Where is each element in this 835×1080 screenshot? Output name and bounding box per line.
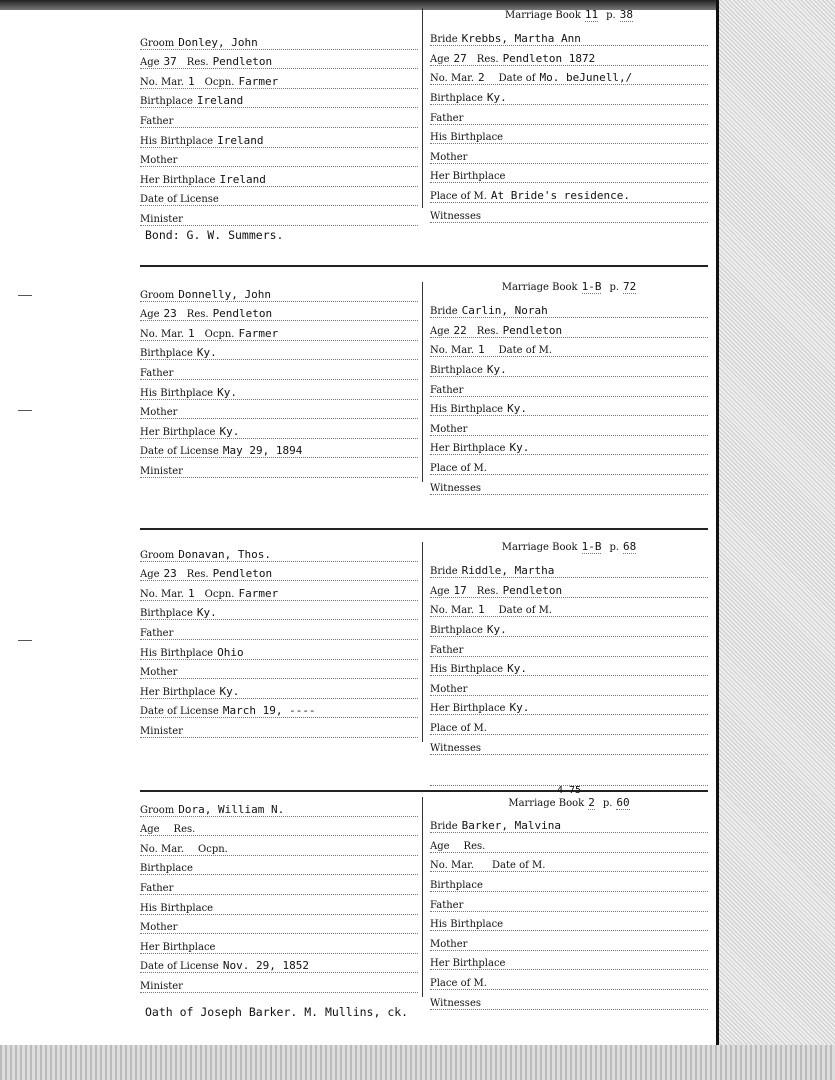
field-value: Ky.: [486, 622, 507, 636]
bride-field-father: [430, 377, 708, 397]
field-value: 37: [163, 55, 177, 69]
field-label: Birthplace: [430, 364, 483, 376]
field-value: Dora, William N.: [178, 802, 285, 816]
bride-field-place-of-m: [430, 715, 708, 735]
field-label: No. Mar.: [430, 345, 475, 357]
field-label: No. Mar.: [430, 73, 475, 85]
bride-card: [430, 280, 708, 495]
field-label: Her Birthplace: [140, 174, 216, 186]
field-label: His Birthplace: [140, 647, 214, 659]
field-label: Minister: [140, 213, 183, 225]
field-label: Marriage Book: [501, 282, 578, 293]
groom-field-mother: [140, 148, 418, 168]
margin-mark: [18, 295, 32, 296]
marriage-book-ref: [430, 795, 708, 814]
groom-field-age: [140, 562, 418, 582]
field-label: Groom: [140, 37, 175, 49]
marriage-book-number: 2: [588, 796, 595, 809]
field-label: Minister: [140, 980, 183, 992]
field-label: Mother: [430, 938, 468, 950]
field-label: Her Birthplace: [430, 703, 506, 715]
field-value: 1: [478, 343, 485, 357]
bride-field-mother: [430, 416, 708, 436]
field-value: May 29, 1894: [222, 444, 303, 458]
field-label: No. Mar.: [430, 605, 475, 617]
bride-field-his-birthplace: [430, 912, 708, 932]
bride-field-no-mar: [430, 66, 708, 86]
record-note: Oath of Joseph Barker. M. Mullins, ck.: [145, 1005, 409, 1019]
field-label: p.: [602, 798, 613, 809]
field-label: Age: [140, 824, 160, 836]
field-value: Ky.: [219, 684, 240, 698]
groom-field-his-birthplace: [140, 640, 418, 660]
field-value: Ireland: [217, 133, 264, 147]
field-value: Pendleton: [502, 583, 563, 597]
field-value: Riddle, Martha: [461, 564, 555, 578]
groom-field-birthplace: [140, 601, 418, 621]
field-label: No. Mar.: [430, 860, 475, 872]
field-label: No. Mar.: [140, 76, 185, 88]
field-value: Ireland: [196, 94, 244, 108]
field-value: Donavan, Thos.: [178, 547, 272, 561]
field-label: Res.: [476, 53, 499, 65]
groom-field-father: [140, 875, 418, 895]
marriage-book-ref: [430, 540, 708, 559]
bride-card: [430, 540, 708, 755]
field-value: Mo. beJunell,/: [539, 71, 633, 85]
bride-field-mother: [430, 931, 708, 951]
field-label: Res.: [463, 840, 486, 852]
groom-field-mother: [140, 660, 418, 680]
field-label: Age: [430, 325, 450, 337]
field-label: Ocpn.: [204, 588, 235, 600]
field-value: Ky.: [509, 701, 530, 715]
field-label: Father: [430, 644, 464, 656]
field-label: Her Birthplace: [430, 171, 506, 183]
groom-card: [140, 797, 418, 993]
bride-field-name: [430, 814, 708, 834]
field-label: Her Birthplace: [140, 426, 216, 438]
field-value: 1: [188, 74, 195, 88]
field-value: Farmer: [238, 326, 279, 340]
field-label: Father: [430, 384, 464, 396]
field-label: Date of License: [140, 706, 219, 718]
field-label: Mother: [140, 407, 178, 419]
field-label: Res.: [186, 309, 209, 321]
field-value: Donnelly, John: [178, 287, 272, 301]
groom-field-date-of-license: [140, 954, 418, 974]
field-label: Mother: [430, 683, 468, 695]
field-value: Krebbs, Martha Ann: [461, 32, 581, 46]
field-value: Barker, Malvina: [461, 819, 561, 833]
groom-field-name: [140, 797, 418, 817]
page-right-border: [716, 0, 719, 1080]
field-label: Marriage Book: [505, 10, 581, 21]
record-divider: [140, 528, 708, 530]
groom-field-minister: [140, 718, 418, 738]
groom-field-no-mar: [140, 836, 418, 856]
field-label: His Birthplace: [430, 664, 504, 676]
bride-field-witnesses: [430, 203, 708, 223]
field-value: Pendleton 1872: [502, 51, 596, 65]
groom-field-birthplace: [140, 89, 418, 109]
field-label: Minister: [140, 725, 183, 737]
field-label: Res.: [186, 569, 209, 581]
field-value: Ky.: [507, 662, 527, 676]
column-divider: [422, 282, 423, 482]
groom-field-no-mar: [140, 581, 418, 601]
field-value: Pendleton: [212, 307, 273, 321]
bride-field-birthplace: [430, 872, 708, 892]
groom-field-name: [140, 30, 418, 50]
field-label: Place of M.: [430, 190, 487, 202]
field-label: Groom: [140, 804, 175, 816]
field-value: 23: [163, 307, 177, 321]
field-value: 17: [453, 583, 467, 597]
field-label: Age: [430, 53, 450, 65]
groom-field-minister: [140, 458, 418, 478]
field-label: Bride: [430, 34, 458, 46]
field-label: Minister: [140, 465, 183, 477]
bride-field-father: [430, 892, 708, 912]
marriage-book-number: 1-B: [581, 280, 602, 293]
record-note: Bond: G. W. Summers.: [145, 228, 284, 242]
groom-field-her-birthplace: [140, 934, 418, 954]
field-label: Place of M.: [430, 722, 487, 734]
field-label: Witnesses: [430, 997, 481, 1009]
bride-field-age: [430, 833, 708, 853]
field-label: Father: [140, 882, 174, 894]
bride-field-his-birthplace: [430, 397, 708, 417]
field-label: Age: [430, 840, 450, 852]
field-label: No. Mar.: [140, 588, 185, 600]
groom-field-his-birthplace: [140, 380, 418, 400]
field-value: Donley, John: [178, 35, 258, 49]
groom-field-father: [140, 360, 418, 380]
field-value: Pendleton: [212, 55, 273, 69]
field-label: Bride: [430, 566, 458, 578]
field-value: 27: [453, 51, 467, 65]
groom-field-his-birthplace: [140, 128, 418, 148]
field-value: Ky.: [507, 402, 527, 416]
marriage-book-number: 1-B: [581, 540, 602, 553]
groom-field-her-birthplace: [140, 679, 418, 699]
field-label: Her Birthplace: [430, 443, 506, 455]
field-label: Age: [430, 585, 450, 597]
marriage-book-page: 68: [623, 540, 637, 553]
field-label: Mother: [140, 155, 178, 167]
bride-field-her-birthplace: [430, 436, 708, 456]
field-label: Birthplace: [430, 879, 483, 891]
field-label: Date of M.: [498, 605, 553, 617]
field-label: Birthplace: [140, 96, 193, 108]
field-label: Place of M.: [430, 462, 487, 474]
groom-field-name: [140, 542, 418, 562]
field-label: Date of: [498, 73, 536, 85]
column-divider: [422, 542, 423, 742]
field-label: p.: [609, 542, 620, 553]
field-value: Ky.: [196, 606, 217, 620]
field-label: Res.: [476, 325, 499, 337]
bride-field-father: [430, 105, 708, 125]
book-annotation: [430, 785, 708, 786]
groom-card: [140, 282, 418, 478]
bride-field-name: [430, 299, 708, 319]
scan-top-edge: [0, 0, 835, 10]
scan-right-edge: [718, 0, 835, 1080]
field-value: Ky.: [219, 424, 240, 438]
field-label: His Birthplace: [430, 919, 504, 931]
field-label: Ocpn.: [204, 76, 235, 88]
field-label: Ocpn.: [198, 843, 228, 855]
field-label: p.: [606, 10, 616, 21]
field-label: Mother: [140, 922, 178, 934]
margin-mark: [18, 640, 32, 641]
groom-field-father: [140, 620, 418, 640]
bride-field-name: [430, 559, 708, 579]
field-value: Pendleton: [502, 323, 563, 337]
field-label: Her Birthplace: [140, 686, 216, 698]
field-label: Mother: [430, 423, 468, 435]
field-label: Ocpn.: [204, 328, 235, 340]
groom-field-age: [140, 817, 418, 837]
bride-field-age: [430, 578, 708, 598]
field-label: Groom: [140, 289, 175, 301]
field-value: Ky.: [509, 441, 530, 455]
field-label: Date of License: [140, 961, 219, 973]
bride-field-her-birthplace: [430, 951, 708, 971]
bride-field-mother: [430, 676, 708, 696]
groom-field-her-birthplace: [140, 167, 418, 187]
groom-field-his-birthplace: [140, 895, 418, 915]
field-label: Witnesses: [430, 210, 481, 222]
field-label: Father: [430, 112, 464, 124]
bride-field-birthplace: [430, 85, 708, 105]
field-label: His Birthplace: [430, 132, 504, 144]
groom-field-no-mar: [140, 69, 418, 89]
field-label: Father: [140, 115, 174, 127]
field-label: Age: [140, 309, 160, 321]
bride-field-her-birthplace: [430, 164, 708, 184]
field-label: No. Mar.: [140, 328, 185, 340]
bride-field-place-of-m: [430, 183, 708, 203]
field-label: Birthplace: [140, 863, 193, 875]
groom-field-age: [140, 50, 418, 70]
marriage-book-ref: [430, 8, 708, 27]
field-value: Ky.: [196, 346, 217, 360]
groom-field-date-of-license: [140, 439, 418, 459]
bride-field-mother: [430, 144, 708, 164]
field-value: Ky.: [217, 385, 237, 399]
groom-card: [140, 542, 418, 738]
field-value: Farmer: [238, 74, 279, 88]
field-value: 2: [478, 71, 485, 85]
field-label: Her Birthplace: [430, 958, 506, 970]
groom-field-birthplace: [140, 856, 418, 876]
groom-field-her-birthplace: [140, 419, 418, 439]
bride-field-no-mar: [430, 598, 708, 618]
field-value: 1: [188, 326, 195, 340]
bride-field-her-birthplace: [430, 696, 708, 716]
record-divider: [140, 790, 708, 792]
bride-field-birthplace: [430, 617, 708, 637]
marriage-book-page: 38: [619, 8, 633, 21]
bride-field-witnesses: [430, 735, 708, 755]
marriage-book-page: 60: [616, 796, 630, 809]
margin-mark: [18, 410, 32, 411]
field-value: Pendleton: [212, 567, 273, 581]
groom-field-father: [140, 108, 418, 128]
bride-field-his-birthplace: [430, 657, 708, 677]
field-label: Father: [140, 627, 174, 639]
field-label: Father: [430, 899, 464, 911]
field-label: Birthplace: [140, 608, 193, 620]
groom-field-no-mar: [140, 321, 418, 341]
field-value: Carlin, Norah: [461, 304, 548, 318]
field-label: Place of M.: [430, 977, 487, 989]
bride-field-no-mar: [430, 338, 708, 358]
field-value: 22: [453, 323, 467, 337]
marriage-book-ref: [430, 280, 708, 299]
groom-field-age: [140, 302, 418, 322]
bride-card: [430, 8, 708, 223]
groom-field-date-of-license: [140, 187, 418, 207]
groom-field-mother: [140, 915, 418, 935]
field-label: Marriage Book: [508, 798, 585, 809]
groom-field-birthplace: [140, 341, 418, 361]
field-label: Witnesses: [430, 482, 481, 494]
marriage-book-page: 72: [623, 280, 637, 293]
field-label: Birthplace: [430, 624, 483, 636]
field-label: Her Birthplace: [140, 941, 216, 953]
field-value: Nov. 29, 1852: [222, 959, 309, 973]
field-value: Ohio: [217, 645, 244, 659]
field-value: At Bride's residence.: [490, 188, 630, 202]
groom-field-minister: [140, 206, 418, 226]
field-label: Birthplace: [140, 348, 193, 360]
field-value: 1: [188, 586, 195, 600]
field-label: Marriage Book: [501, 542, 578, 553]
groom-card: [140, 30, 418, 226]
scan-bottom-edge: [0, 1045, 835, 1080]
field-label: Res.: [186, 57, 209, 69]
field-label: Date of M.: [492, 860, 546, 872]
bride-card: [430, 795, 708, 1010]
field-label: Mother: [430, 151, 468, 163]
groom-field-name: [140, 282, 418, 302]
bride-field-place-of-m: [430, 455, 708, 475]
field-label: Res.: [173, 824, 196, 836]
field-label: Date of License: [140, 194, 219, 206]
bride-field-age: [430, 46, 708, 66]
field-label: His Birthplace: [430, 404, 504, 416]
field-label: p.: [609, 282, 620, 293]
field-value: 1: [478, 603, 485, 617]
field-label: No. Mar.: [140, 843, 185, 855]
bride-field-no-mar: [430, 853, 708, 873]
bride-field-witnesses: [430, 990, 708, 1010]
field-value: Ky.: [486, 362, 507, 376]
field-label: His Birthplace: [140, 387, 214, 399]
groom-field-date-of-license: [140, 699, 418, 719]
field-value: March 19, ----: [222, 704, 316, 718]
field-label: Father: [140, 367, 174, 379]
field-label: Age: [140, 57, 160, 69]
field-label: His Birthplace: [140, 135, 214, 147]
column-divider: [422, 797, 423, 997]
field-label: Date of License: [140, 446, 219, 458]
field-label: Bride: [430, 821, 458, 833]
field-label: Res.: [476, 585, 499, 597]
bride-field-birthplace: [430, 357, 708, 377]
bride-field-age: [430, 318, 708, 338]
field-label: Date of M.: [498, 345, 553, 357]
marriage-book-number: 11: [584, 8, 599, 21]
field-value: Ireland: [219, 172, 266, 186]
bride-field-his-birthplace: [430, 125, 708, 145]
bride-field-father: [430, 637, 708, 657]
record-divider: [140, 265, 708, 267]
groom-field-minister: [140, 973, 418, 993]
field-label: His Birthplace: [140, 902, 214, 914]
field-value: Ky.: [486, 90, 507, 104]
field-value: 23: [163, 567, 177, 581]
field-label: Age: [140, 569, 160, 581]
bride-field-witnesses: [430, 475, 708, 495]
page-margin-left: [0, 0, 118, 1080]
groom-field-mother: [140, 400, 418, 420]
field-label: Birthplace: [430, 92, 483, 104]
field-label: Witnesses: [430, 742, 481, 754]
bride-field-place-of-m: [430, 970, 708, 990]
field-label: Bride: [430, 306, 458, 318]
field-label: Mother: [140, 667, 178, 679]
field-value: Farmer: [238, 586, 279, 600]
column-divider: [422, 8, 423, 208]
bride-field-name: [430, 27, 708, 47]
field-label: Groom: [140, 549, 175, 561]
